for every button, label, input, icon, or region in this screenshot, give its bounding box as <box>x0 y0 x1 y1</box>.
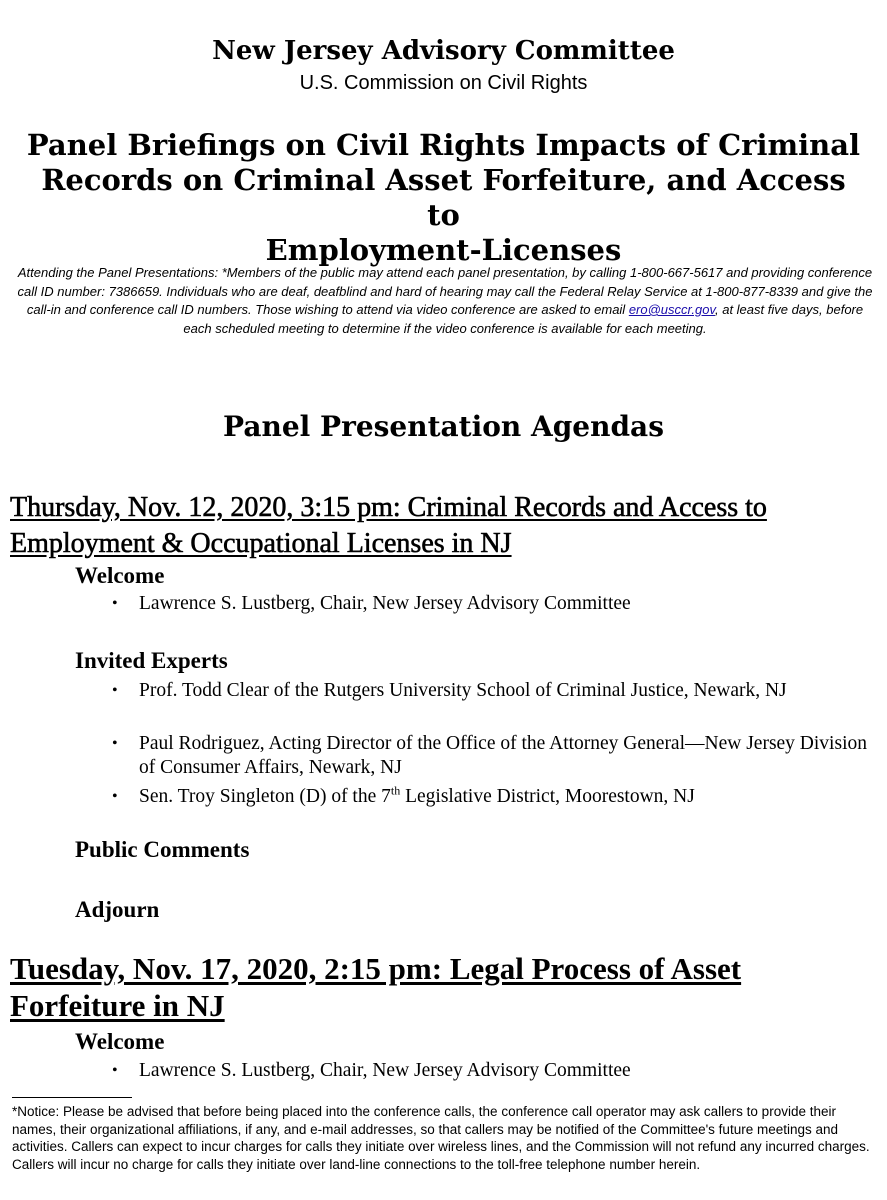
organization-heading: New Jersey Advisory Committee <box>212 36 675 66</box>
expert-3-end: Legislative District, Moorestown, NJ <box>400 786 695 807</box>
session-1-title-line-1: Thursday, Nov. 12, 2020, 3:15 pm: Criminal Records and Access to <box>10 492 767 523</box>
bullet-icon: • <box>112 682 118 699</box>
invited-experts-heading: Invited Experts <box>75 648 228 673</box>
bullet-icon: • <box>112 1062 118 1079</box>
expert-item-2 <box>112 732 882 780</box>
attending-notice <box>14 264 876 338</box>
agendas-heading: Panel Presentation Agendas <box>223 410 664 443</box>
session-2-title-line-2: Forfeiture in NJ <box>10 988 225 1023</box>
adjourn-heading: Adjourn <box>75 897 160 922</box>
title-line-2: Records on Criminal Asset Forfeiture, and Access to <box>41 163 846 232</box>
commission-subheading: U.S. Commission on Civil Rights <box>299 72 588 94</box>
footnote-notice: *Notice: Please be advised that before being placed into the conference calls, the conference call operator may ask callers to provide their names, their organizational affiliations, if any, and e-mail addresses, so that callers may be notified of the Committee's future meetings and activities. Callers can expect to incur charges for calls they initiate over wireless lines, and the Commission will not refund any incurred charges. Callers will incur no charge for calls they initiate over land-line connections to the toll-free telephone number herein. <box>12 1104 870 1172</box>
session-1-title <box>10 490 880 562</box>
welcome-speaker: Lawrence S. Lustberg, Chair, New Jersey Advisory Committee <box>139 1060 631 1081</box>
session-2-welcome-item <box>112 1059 882 1083</box>
session-1-title-line-2: Employment & Occupational Licenses in NJ <box>10 528 512 559</box>
bullet-icon: • <box>112 595 118 612</box>
session-2-welcome-heading: Welcome <box>75 1029 165 1054</box>
session-1-welcome-item <box>112 592 882 616</box>
title-line-1: Panel Briefings on Civil Rights Impacts of Criminal <box>26 128 861 162</box>
public-comments-heading: Public Comments <box>75 837 250 862</box>
email-link[interactable]: ero@usccr.gov <box>628 302 715 317</box>
expert-item-3 <box>112 785 882 809</box>
expert-3-start: Sen. Troy Singleton (D) of the 7 <box>139 786 391 807</box>
ordinal-suffix: th <box>390 783 401 798</box>
document-title <box>20 128 867 268</box>
attending-text-start: Attending the Panel Presentations: *Members of the public may attend each panel presentation, by calling 1-800-667-5617 and providing conference call ID number: 7386659. Individuals who are deaf, deafblind and hard of hearing may call the Federal Relay Service at 1-800-877-8339 and give the call-in and conference call ID numbers. Those wishing to attend via video conference are asked to email <box>17 265 873 317</box>
session-1-welcome-heading: Welcome <box>75 563 165 588</box>
attending-text-end: , at least five days, before each scheduled meeting to determine if the video conference is available for each meeting. <box>183 302 864 336</box>
footnote-divider <box>12 1097 132 1098</box>
welcome-speaker: Lawrence S. Lustberg, Chair, New Jersey Advisory Committee <box>139 593 631 614</box>
expert-2-text: Paul Rodriguez, Acting Director of the Office of the Attorney General—New Jersey Division of Consumer Affairs, Newark, NJ <box>139 733 867 778</box>
session-2-title <box>10 950 880 1024</box>
bullet-icon: • <box>112 788 118 805</box>
expert-1-text: Prof. Todd Clear of the Rutgers University School of Criminal Justice, Newark, NJ <box>139 680 787 701</box>
expert-item-1 <box>112 679 882 703</box>
title-line-3: Employment-Licenses <box>265 233 622 267</box>
expert-3-text <box>139 785 882 809</box>
bullet-icon: • <box>112 735 118 752</box>
session-2-title-line-1: Tuesday, Nov. 17, 2020, 2:15 pm: Legal Process of Asset <box>10 951 742 986</box>
